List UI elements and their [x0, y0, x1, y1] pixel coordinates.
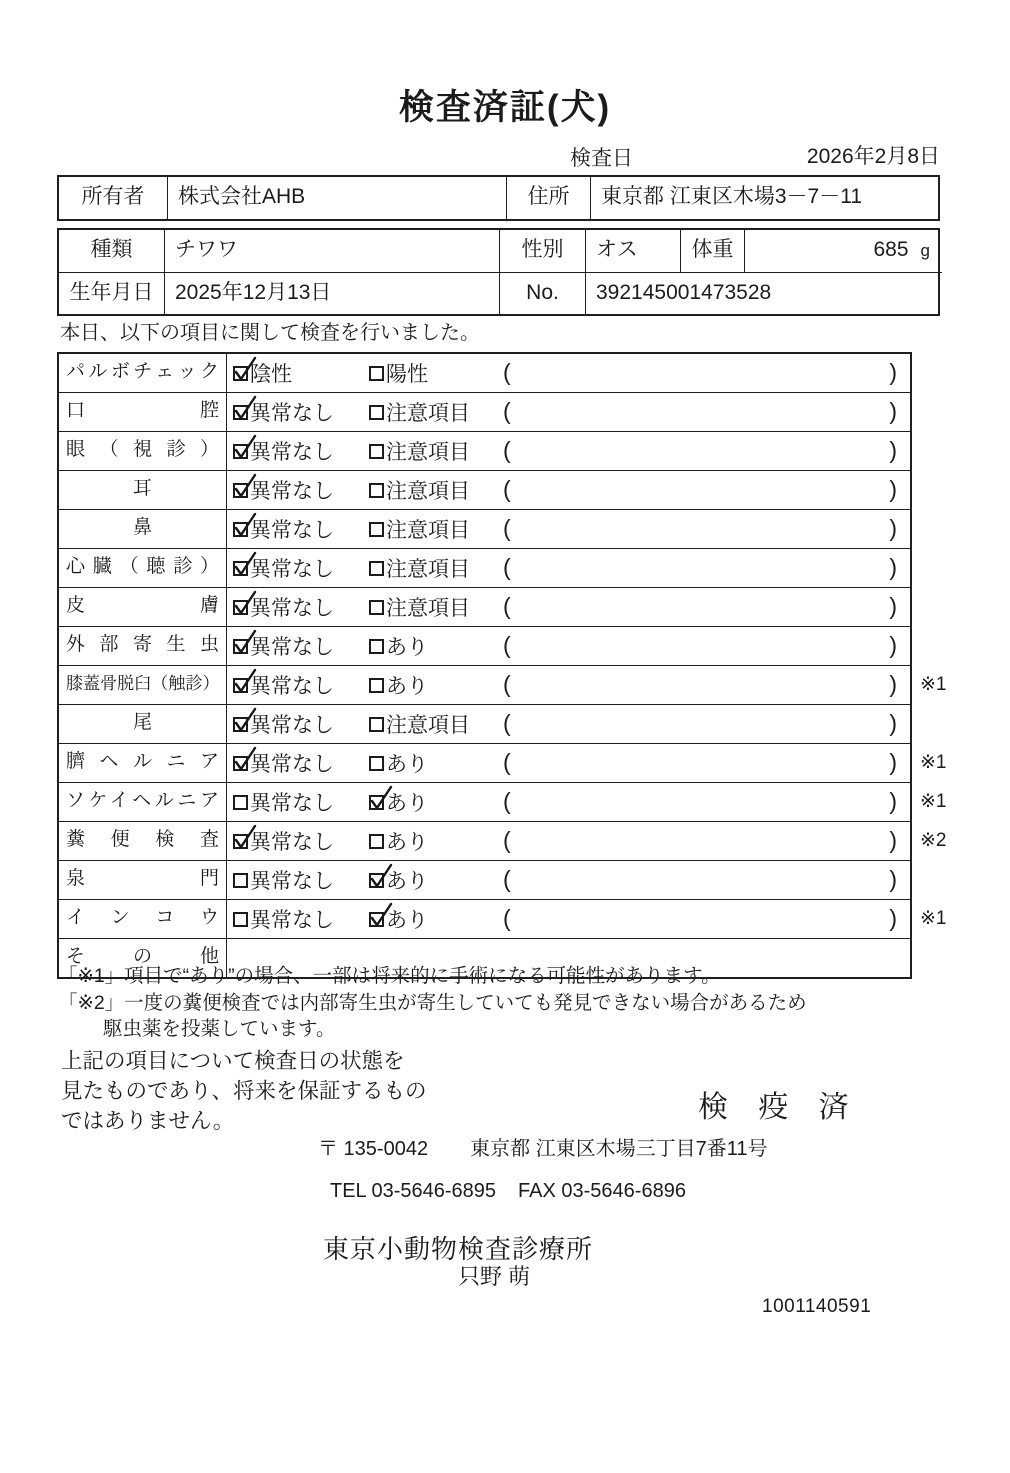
owner-table: [57, 175, 940, 221]
result-paren-open: (: [503, 476, 511, 502]
checklist-row: [59, 860, 910, 899]
check-mark-icon: [232, 667, 258, 695]
footnote-ref: ※1: [920, 674, 947, 695]
sex-label: 性別: [499, 230, 585, 272]
clinic-address-line: [318, 1132, 768, 1161]
checklist-row: [59, 626, 910, 665]
owner-address-value: 東京都 江東区木場3－7－11: [590, 177, 942, 219]
disclaimer-line-2: 見たものであり、将来を保証するもの: [61, 1079, 427, 1103]
option-1-checkbox-group[interactable]: [233, 471, 334, 509]
clinic-address: 東京都 江東区木場三丁目7番11号: [470, 1138, 768, 1160]
checkbox-icon[interactable]: [233, 405, 248, 420]
checklist-row: [59, 354, 910, 392]
option-2-label: あり: [386, 909, 428, 932]
check-mark-icon: [232, 472, 258, 500]
checkbox-icon[interactable]: [369, 912, 384, 927]
exam-item-options: [227, 666, 910, 704]
exam-item-label: インコウ: [59, 900, 227, 938]
checkbox-icon[interactable]: [369, 756, 384, 771]
exam-item-label: 耳: [59, 471, 227, 509]
exam-item-options: [227, 744, 910, 782]
option-2-label: あり: [386, 636, 428, 659]
birthdate-label: 生年月日: [59, 272, 164, 314]
result-paren-close: ): [889, 866, 897, 892]
check-mark-icon: [232, 355, 258, 383]
exam-item-options: [227, 861, 910, 899]
exam-item-label: 膝蓋骨脱臼（触診）: [59, 666, 227, 704]
option-2-checkbox-group[interactable]: [369, 666, 428, 704]
footnote-ref: ※1: [920, 752, 947, 773]
footnote-1: 「※1」項目で“あり”の場合、一部は将来的に手術になる可能性があります。: [58, 965, 721, 987]
result-paren-close: ): [889, 359, 897, 385]
checkbox-icon[interactable]: [233, 756, 248, 771]
result-paren-open: (: [503, 398, 511, 424]
owner-label: 所有者: [81, 185, 145, 208]
result-paren-close: ): [889, 515, 897, 541]
exam-checklist-table: [57, 352, 947, 979]
veterinarian-name: 只野 萌: [458, 1264, 531, 1289]
footnote-2: 「※2」一度の糞便検査では内部寄生虫が寄生していても発見できない場合があるため: [58, 991, 807, 1014]
exam-item-label: パルボチェック: [59, 354, 227, 392]
check-mark-icon: [232, 706, 258, 734]
result-paren-close: ): [889, 671, 897, 697]
exam-item-options: [227, 705, 910, 743]
exam-item-label: 眼（視診）: [59, 432, 227, 470]
option-1-label: 異常なし: [250, 909, 334, 932]
footnote-ref: ※2: [920, 830, 947, 851]
checklist-row: [59, 509, 910, 548]
option-2-label: あり: [386, 675, 428, 698]
option-2-checkbox-group[interactable]: [369, 588, 470, 626]
option-1-label: 異常なし: [250, 870, 334, 893]
footnote-ref: ※1: [920, 908, 947, 929]
option-2-checkbox-group[interactable]: [369, 705, 470, 743]
option-2-label: あり: [386, 831, 428, 854]
exam-item-label: 糞便検査: [59, 822, 227, 860]
option-2-label: 陽性: [386, 363, 428, 386]
check-mark-icon: [232, 511, 258, 539]
clinic-fax: FAX 03-5646-6896: [518, 1180, 686, 1202]
option-1-label: 異常なし: [250, 636, 334, 659]
checkbox-icon[interactable]: [369, 600, 384, 615]
checklist-row: [59, 704, 910, 743]
checklist-row: [59, 431, 910, 470]
checkbox-icon[interactable]: [233, 717, 248, 732]
check-mark-icon: [232, 628, 258, 656]
checkbox-icon[interactable]: [369, 795, 384, 810]
checkbox-icon[interactable]: [369, 366, 384, 381]
option-2-checkbox-group[interactable]: [369, 861, 428, 899]
check-mark-icon: [232, 433, 258, 461]
checkbox-icon[interactable]: [369, 873, 384, 888]
checkbox-icon[interactable]: [233, 483, 248, 498]
exam-item-label: 口腔: [59, 393, 227, 431]
exam-item-options: [227, 393, 910, 431]
option-1-label: 陰性: [250, 363, 292, 386]
footnote-ref: ※1: [920, 791, 947, 812]
check-mark-icon: [368, 862, 394, 890]
result-paren-open: (: [503, 359, 511, 385]
option-2-label: あり: [386, 870, 428, 893]
document-title: 検査済証(犬): [398, 88, 612, 127]
result-paren-open: (: [503, 866, 511, 892]
result-paren-close: ): [889, 476, 897, 502]
checkbox-icon[interactable]: [369, 717, 384, 732]
check-mark-icon: [368, 784, 394, 812]
weight-value: [744, 230, 942, 272]
option-1-label: 異常なし: [250, 441, 334, 464]
checklist-row: [59, 743, 947, 782]
option-2-checkbox-group[interactable]: [369, 471, 470, 509]
option-1-checkbox-group[interactable]: [233, 744, 334, 782]
result-paren-close: ): [889, 905, 897, 931]
option-2-label: 注意項目: [386, 714, 470, 737]
birthdate-value: 2025年12月13日: [164, 272, 499, 314]
option-1-checkbox-group[interactable]: [233, 549, 334, 587]
option-2-label: 注意項目: [386, 402, 470, 425]
option-2-checkbox-group[interactable]: [369, 744, 428, 782]
check-mark-icon: [232, 589, 258, 617]
clinic-name: 東京小動物検査診療所: [323, 1234, 594, 1264]
checkbox-icon[interactable]: [233, 522, 248, 537]
option-1-label: 異常なし: [250, 480, 334, 503]
option-1-label: 異常なし: [250, 558, 334, 581]
option-1-checkbox-group[interactable]: [233, 354, 292, 392]
clinic-phone-line: [330, 1180, 686, 1203]
checkbox-icon[interactable]: [233, 873, 248, 888]
result-paren-open: (: [503, 788, 511, 814]
result-paren-open: (: [503, 593, 511, 619]
checkbox-icon[interactable]: [233, 639, 248, 654]
breed-value: チワワ: [164, 230, 499, 272]
result-paren-close: ): [889, 749, 897, 775]
exam-item-label: 皮膚: [59, 588, 227, 626]
result-paren-open: (: [503, 671, 511, 697]
result-paren-close: ): [889, 437, 897, 463]
option-1-label: 異常なし: [250, 753, 334, 776]
option-2-checkbox-group[interactable]: [369, 393, 470, 431]
option-2-label: 注意項目: [386, 558, 470, 581]
checkbox-icon[interactable]: [233, 444, 248, 459]
result-paren-open: (: [503, 827, 511, 853]
option-2-checkbox-group[interactable]: [369, 510, 470, 548]
exam-item-options: [227, 471, 910, 509]
option-1-label: 異常なし: [250, 831, 334, 854]
option-1-checkbox-group[interactable]: [233, 627, 334, 665]
option-2-checkbox-group[interactable]: [369, 783, 428, 821]
exam-item-label: ソケイヘルニア: [59, 783, 227, 821]
result-paren-close: ): [889, 554, 897, 580]
exam-item-options: [227, 354, 910, 392]
exam-item-label: その他: [59, 939, 227, 977]
option-1-label: 異常なし: [250, 714, 334, 737]
exam-item-label: 鼻: [59, 510, 227, 548]
result-paren-open: (: [503, 749, 511, 775]
serial-number: 1001140591: [762, 1296, 872, 1317]
option-2-checkbox-group[interactable]: [369, 354, 428, 392]
exam-item-options: [227, 783, 910, 821]
checklist-row: [59, 782, 947, 821]
option-1-label: 異常なし: [250, 675, 334, 698]
exam-item-label: 臍ヘルニア: [59, 744, 227, 782]
exam-date-value: 2026年2月8日: [806, 145, 940, 168]
result-paren-open: (: [503, 515, 511, 541]
checkbox-icon[interactable]: [369, 678, 384, 693]
checkbox-icon[interactable]: [233, 678, 248, 693]
result-paren-close: ): [889, 827, 897, 853]
option-2-checkbox-group[interactable]: [369, 432, 470, 470]
disclaimer-line-3: ではありません。: [61, 1109, 235, 1133]
check-mark-icon: [232, 823, 258, 851]
option-2-label: 注意項目: [386, 441, 470, 464]
checkbox-icon[interactable]: [369, 834, 384, 849]
result-paren-close: ): [889, 593, 897, 619]
quarantine-passed-stamp: 検 疫 済: [698, 1091, 860, 1124]
disclaimer-block: [61, 1046, 427, 1136]
breed-label: 種類: [90, 238, 133, 261]
option-1-checkbox-group[interactable]: [233, 900, 334, 938]
check-mark-icon: [232, 550, 258, 578]
option-1-checkbox-group[interactable]: [233, 783, 334, 821]
exam-date-label: 検査日: [570, 147, 633, 170]
checkbox-icon[interactable]: [369, 444, 384, 459]
option-1-label: 異常なし: [250, 402, 334, 425]
result-paren-open: (: [503, 710, 511, 736]
result-paren-open: (: [503, 437, 511, 463]
checkbox-icon[interactable]: [369, 483, 384, 498]
option-1-checkbox-group[interactable]: [233, 588, 334, 626]
checkbox-icon[interactable]: [369, 561, 384, 576]
checklist-row: [59, 470, 910, 509]
option-2-checkbox-group[interactable]: [369, 822, 428, 860]
option-1-label: 異常なし: [250, 519, 334, 542]
checkbox-icon[interactable]: [233, 834, 248, 849]
owner-address-label: 住所: [506, 177, 590, 219]
result-paren-close: ): [889, 788, 897, 814]
checklist-row: [59, 899, 947, 938]
result-paren-open: (: [503, 554, 511, 580]
result-paren-close: ): [889, 398, 897, 424]
owner-name: 株式会社AHB: [167, 177, 506, 219]
footnotes-block: [58, 963, 807, 1043]
check-mark-icon: [368, 901, 394, 929]
option-2-label: あり: [386, 753, 428, 776]
checklist-row: [59, 392, 910, 431]
result-paren-open: (: [503, 632, 511, 658]
weight-unit: g: [920, 241, 930, 260]
checklist-row: [59, 548, 910, 587]
disclaimer-line-1: 上記の項目について検査日の状態を: [61, 1049, 405, 1073]
option-1-checkbox-group[interactable]: [233, 432, 334, 470]
checkbox-icon[interactable]: [369, 522, 384, 537]
option-1-checkbox-group[interactable]: [233, 393, 334, 431]
check-mark-icon: [232, 745, 258, 773]
exam-item-label: 心臓（聴診）: [59, 549, 227, 587]
checkbox-icon[interactable]: [233, 366, 248, 381]
checkbox-icon[interactable]: [233, 561, 248, 576]
footnote-2-continued: 駆虫薬を投薬しています。: [103, 1018, 336, 1040]
checklist-row: [59, 821, 947, 860]
option-2-label: あり: [386, 792, 428, 815]
checkbox-icon[interactable]: [369, 405, 384, 420]
exam-item-options: [227, 432, 910, 470]
registration-no-value: 392145001473528: [585, 272, 942, 314]
checkbox-icon[interactable]: [233, 600, 248, 615]
clinic-tel: TEL 03-5646-6895: [330, 1180, 497, 1202]
exam-item-label: 尾: [59, 705, 227, 743]
exam-item-options: [227, 822, 910, 860]
exam-item-options: [227, 588, 910, 626]
exam-item-label: 外部寄生虫: [59, 627, 227, 665]
option-1-label: 異常なし: [250, 792, 334, 815]
weight-label: 体重: [680, 230, 744, 272]
option-1-checkbox-group[interactable]: [233, 666, 334, 704]
option-1-checkbox-group[interactable]: [233, 510, 334, 548]
option-2-checkbox-group[interactable]: [369, 900, 428, 938]
clinic-postal-code: 〒 135-0042: [318, 1138, 429, 1160]
checklist-row: [59, 587, 910, 626]
option-2-label: 注意項目: [386, 480, 470, 503]
exam-item-label: 泉門: [59, 861, 227, 899]
exam-item-options: [227, 627, 910, 665]
option-2-checkbox-group[interactable]: [369, 627, 428, 665]
result-paren-close: ): [889, 632, 897, 658]
sex-value: オス: [585, 230, 680, 272]
pet-info-table: [57, 228, 940, 316]
checkbox-icon[interactable]: [233, 795, 248, 810]
checkbox-icon[interactable]: [233, 912, 248, 927]
weight-number: 685: [873, 238, 909, 261]
option-1-label: 異常なし: [250, 597, 334, 620]
check-mark-icon: [232, 394, 258, 422]
result-paren-close: ): [889, 710, 897, 736]
checkbox-icon[interactable]: [369, 639, 384, 654]
exam-item-options: [227, 510, 910, 548]
result-paren-open: (: [503, 905, 511, 931]
checklist-row: [59, 665, 947, 704]
option-2-label: 注意項目: [386, 519, 470, 542]
notice-text: 本日、以下の項目に関して検査を行いました。: [60, 322, 480, 344]
option-2-checkbox-group[interactable]: [369, 549, 470, 587]
option-1-checkbox-group[interactable]: [233, 705, 334, 743]
option-2-label: 注意項目: [386, 597, 470, 620]
exam-item-options: [227, 900, 910, 938]
registration-no-label: No.: [499, 272, 585, 314]
option-1-checkbox-group[interactable]: [233, 822, 334, 860]
option-1-checkbox-group[interactable]: [233, 861, 334, 899]
exam-item-options: [227, 549, 910, 587]
